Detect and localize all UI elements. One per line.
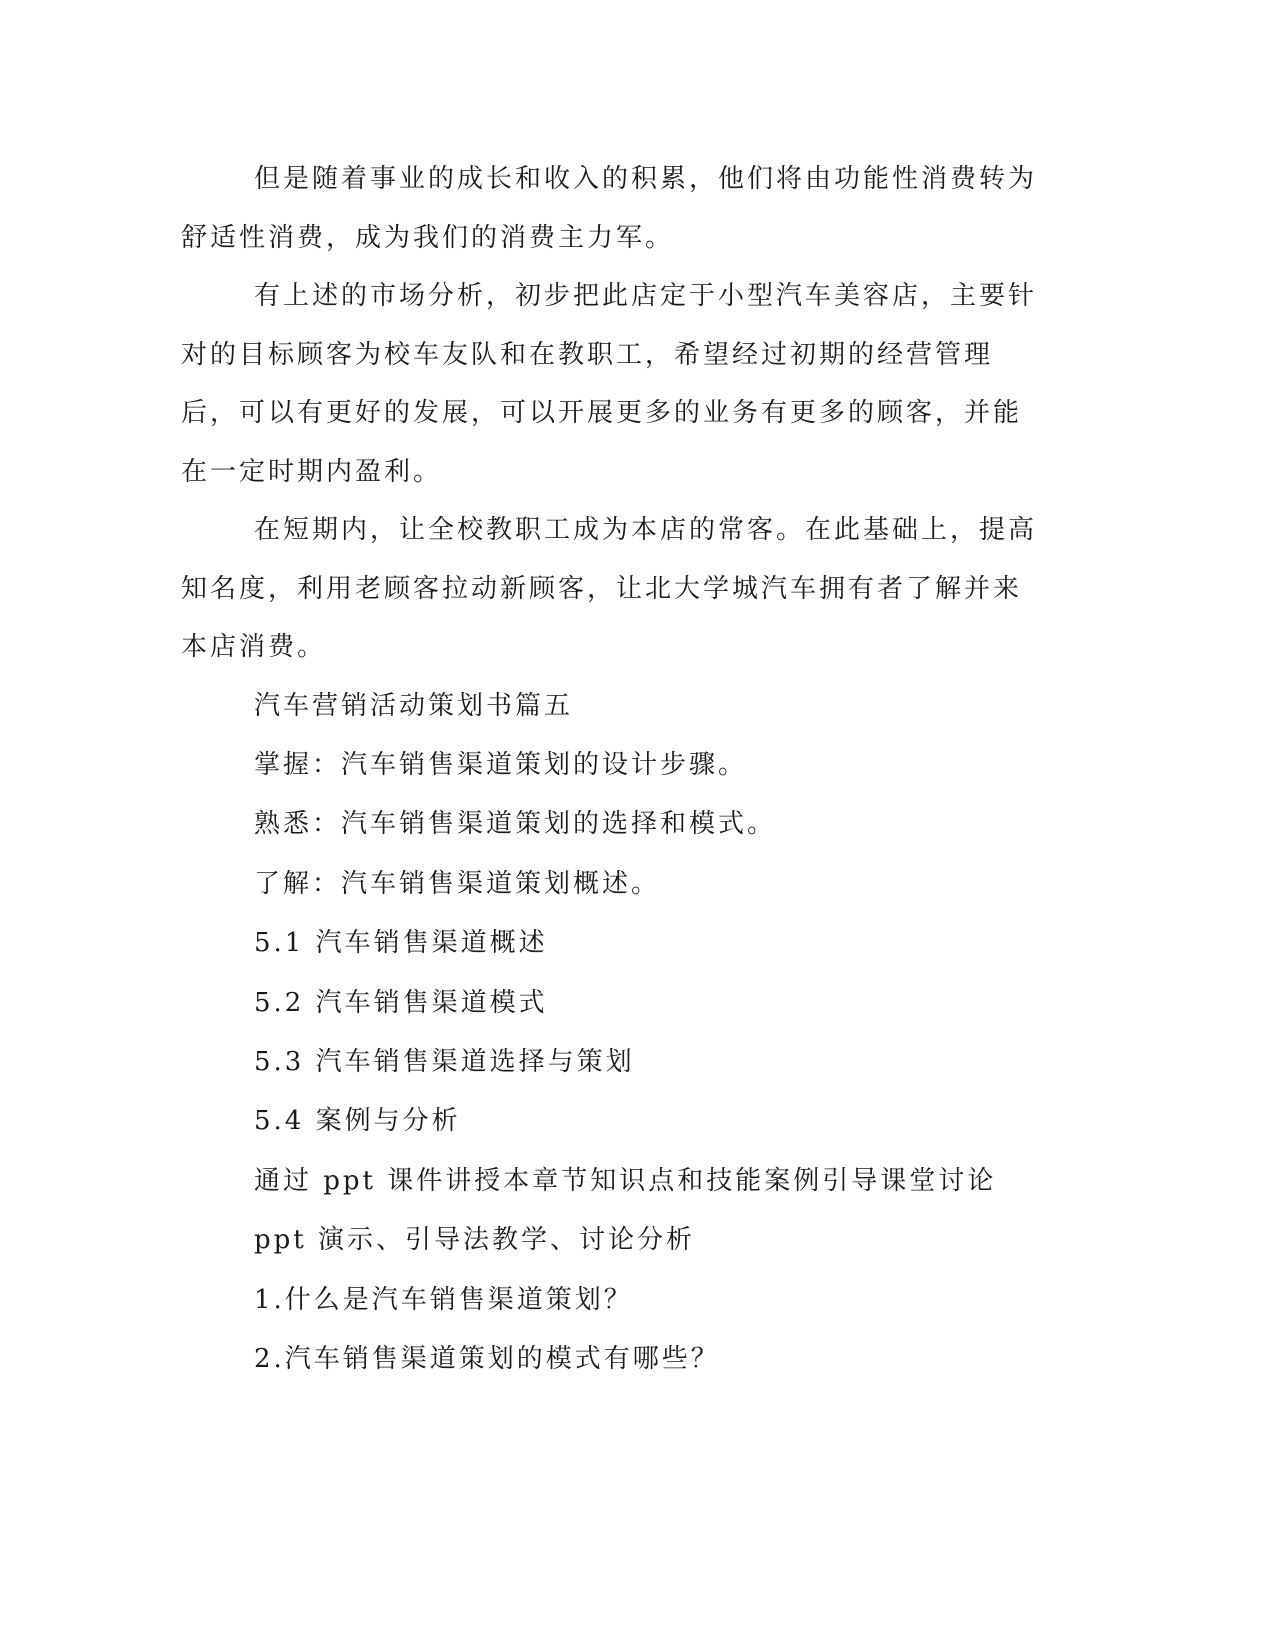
question-item: 1.什么是汽车销售渠道策划？ (254, 1284, 633, 1315)
objective-familiar: 熟悉：汽车销售渠道策划的选择和模式。 (254, 809, 777, 840)
outline-item: 5.2 汽车销售渠道模式 (254, 987, 548, 1018)
objective-master: 掌握：汽车销售渠道策划的设计步骤。 (254, 749, 748, 780)
document-body (181, 150, 1041, 1389)
outline-item: 5.4 案例与分析 (254, 1106, 461, 1137)
question-item: 2.汽车销售渠道策划的模式有哪些？ (254, 1343, 720, 1374)
paragraph-short-term-goal: 在短期内，让全校教职工成为本店的常客。在此基础上，提高知名度，利用老顾客拉动新顾客，让北大学城汽车拥有者了解并来本店消费。 (181, 515, 1038, 662)
teaching-method: 通过 ppt 课件讲授本章节知识点和技能案例引导课堂讨论 (254, 1165, 997, 1196)
section-title: 汽车营销活动策划书篇五 (254, 690, 574, 721)
teaching-means: ppt 演示、引导法教学、讨论分析 (254, 1225, 696, 1256)
outline-item: 5.1 汽车销售渠道概述 (254, 928, 548, 959)
paragraph-career-growth: 但是随着事业的成长和收入的积累，他们将由功能性消费转为舒适性消费，成为我们的消费主力军。 (181, 164, 1038, 253)
objective-understand: 了解：汽车销售渠道策划概述。 (254, 868, 661, 899)
outline-item: 5.3 汽车销售渠道选择与策划 (254, 1046, 635, 1077)
paragraph-market-analysis: 有上述的市场分析，初步把此店定于小型汽车美容店，主要针对的目标顾客为校车友队和在教职工，希望经过初期的经营管理后，可以有更好的发展，可以开展更多的业务有更多的顾客，并能在一定时期内盈利。 (181, 281, 1038, 487)
